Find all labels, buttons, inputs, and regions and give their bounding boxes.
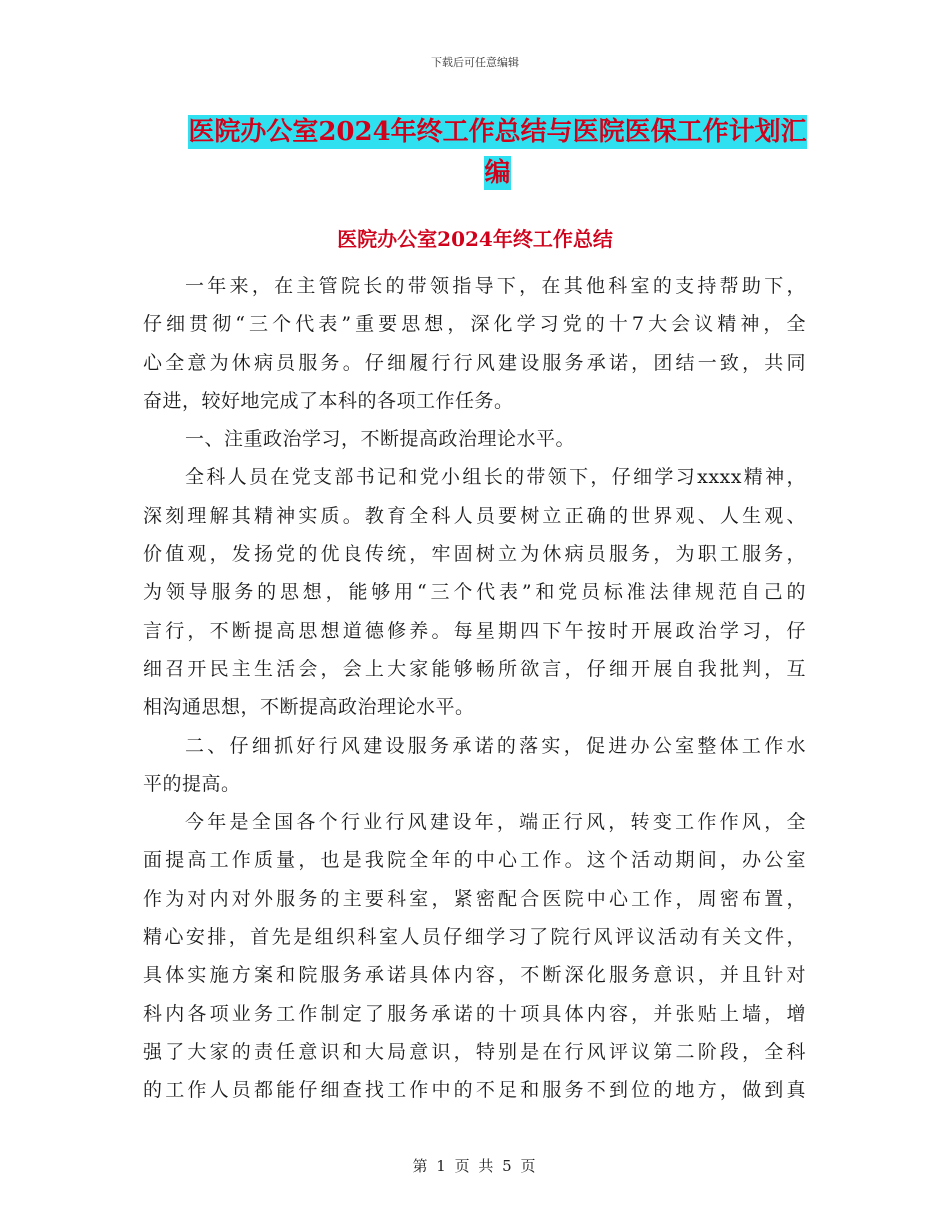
text-line: 今年是全国各个行业行风建设年，端正行风，转变工作作风，全	[185, 811, 806, 834]
text-line: 深刻理解其精神实质。教育全科人员要树立正确的世界观、人生观、	[143, 504, 806, 527]
text-line: 具体实施方案和院服务承诺具体内容，不断深化服务意识，并且针对	[143, 964, 806, 987]
text-line: 为领导服务的思想，能够用“三个代表”和党员标准法律规范自己的	[143, 581, 806, 604]
text-line: 二、仔细抓好行风建设服务承诺的落实，促进办公室整体工作水	[185, 734, 806, 757]
text-line: 强了大家的责任意识和大局意识，特别是在行风评议第二阶段，全科	[143, 1040, 806, 1063]
title-line-2: 编	[484, 158, 511, 188]
text-line: 一年来，在主管院长的带领指导下，在其他科室的支持帮助下，	[185, 275, 806, 297]
text-line: 的工作人员都能仔细查找工作中的不足和服务不到位的地方，做到真	[143, 1079, 806, 1102]
text-line: 言行，不断提高思想道德修养。每星期四下午按时开展政治学习，仔	[143, 619, 806, 642]
section-title: 医院办公室2024年终工作总结	[337, 227, 613, 251]
text-line: 相沟通思想，不断提高政治理论水平。	[143, 696, 475, 719]
text-line: 细召开民主生活会，会上大家能够畅所欲言，仔细开展自我批判，互	[143, 657, 806, 680]
title-line-1: 医院办公室2024年终工作总结与医院医保工作计划汇	[188, 117, 807, 147]
text-line: 心全意为休病员服务。仔细履行行风建设服务承诺，团结一致，共同	[143, 351, 806, 374]
text-line: 精心安排，首先是组织科室人员仔细学习了院行风评议活动有关文件，	[143, 926, 806, 949]
text-line: 科内各项业务工作制定了服务承诺的十项具体内容，并张贴上墙，增	[143, 1002, 806, 1025]
text-line: 面提高工作质量，也是我院全年的中心工作。这个活动期间，办公室	[143, 849, 806, 872]
text-line: 一、注重政治学习，不断提高政治理论水平。	[185, 428, 576, 451]
text-line: 平的提高。	[143, 772, 241, 795]
page-footer: 第 1 页 共 5 页	[412, 1157, 538, 1175]
document-title	[140, 112, 855, 194]
text-line: 价值观，发扬党的优良传统，牢固树立为休病员服务，为职工服务，	[143, 543, 806, 566]
text-line: 作为对内对外服务的主要科室，紧密配合医院中心工作，周密布置，	[143, 887, 806, 910]
text-line: 全科人员在党支部书记和党小组长的带领下，仔细学习xxxx精神，	[185, 466, 806, 489]
body-text	[143, 267, 806, 1110]
text-line: 仔细贯彻“三个代表”重要思想，深化学习党的十7大会议精神，全	[143, 313, 806, 336]
text-line: 奋进，较好地完成了本科的各项工作任务。	[143, 389, 514, 412]
header-note: 下载后可任意编辑	[431, 56, 519, 69]
